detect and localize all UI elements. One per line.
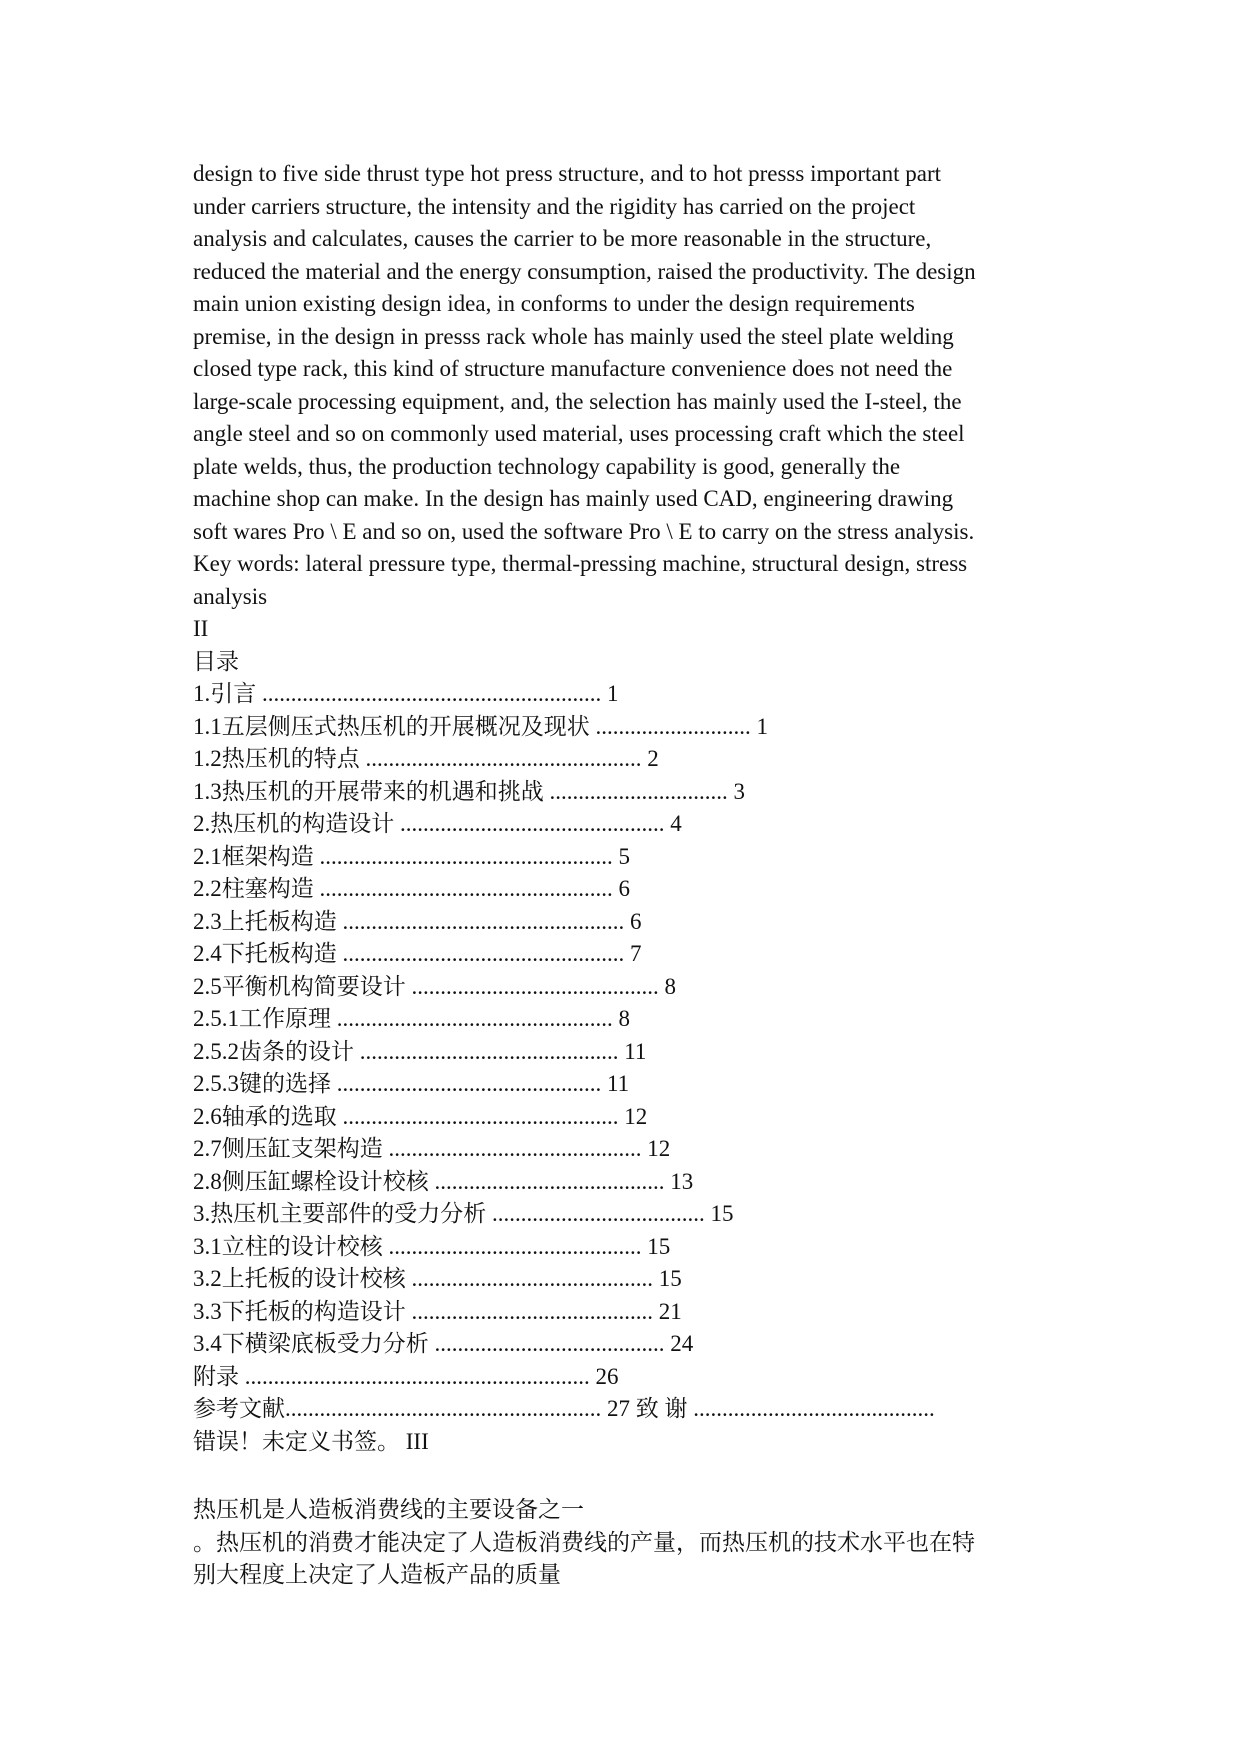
page-content xyxy=(193,158,1063,1592)
toc-entry[interactable]: 3.热压机主要部件的受力分析 ..................................... 15 xyxy=(193,1201,734,1226)
abstract-line: main union existing design idea, in conforms to under the design requirements xyxy=(193,291,915,316)
toc-entry[interactable]: 2.5.1工作原理 ................................................ 8 xyxy=(193,1006,630,1031)
toc-entry[interactable]: 2.6轴承的选取 ................................................ 12 xyxy=(193,1103,648,1129)
body-text xyxy=(193,1494,1063,1592)
section-spacer xyxy=(193,1458,1063,1494)
toc-entry[interactable]: 2.热压机的构造设计 .............................................. 4 xyxy=(193,811,682,836)
abstract-line: plate welds, thus, the production technology capability is good, generally the xyxy=(193,453,901,479)
abstract-line: analysis and calculates, causes the carrier to be more reasonable in the structure, xyxy=(193,226,932,251)
abstract-line: design to five side thrust type hot press structure, and to hot presss important part xyxy=(193,161,942,186)
toc-entry[interactable]: 附录 ............................................................ 26 xyxy=(193,1363,619,1389)
abstract-line: closed type rack, this kind of structure manufacture convenience does not need the xyxy=(193,356,953,381)
toc-entry[interactable]: 1.2热压机的特点 ................................................ 2 xyxy=(193,746,659,771)
abstract xyxy=(193,158,1063,613)
abstract-line: premise, in the design in presss rack whole has mainly used the steel plate welding xyxy=(193,323,954,349)
toc-entry[interactable]: 3.2上托板的设计校核 .......................................... 15 xyxy=(193,1266,682,1291)
body-line: 热压机是人造板消费线的主要设备之一 xyxy=(193,1497,584,1522)
toc-entry[interactable]: 2.4下托板构造 ................................................. 7 xyxy=(193,941,642,966)
abstract-line: under carriers structure, the intensity and the rigidity has carried on the project xyxy=(193,193,916,219)
toc-entry[interactable]: 1.引言 ........................................................... 1 xyxy=(193,681,619,706)
toc-entry[interactable]: 2.7侧压缸支架构造 ............................................ 12 xyxy=(193,1136,671,1161)
abstract-line: large-scale processing equipment, and, the selection has mainly used the I-steel, the xyxy=(193,388,962,414)
table-of-contents xyxy=(193,646,1063,1459)
body-line: 。热压机的消费才能决定了人造板消费线的产量，而热压机的技术水平也在特 xyxy=(193,1529,975,1555)
toc-entry[interactable]: 1.1五层侧压式热压机的开展概况及现状 ........................... 1 xyxy=(193,713,768,739)
toc-entry[interactable]: 2.5平衡机构简要设计 ........................................... 8 xyxy=(193,973,676,999)
toc-entry[interactable]: 2.2柱塞构造 ................................................... 6 xyxy=(193,876,630,901)
toc-entry[interactable]: 2.3上托板构造 ................................................. 6 xyxy=(193,908,642,934)
abstract-line: angle steel and so on commonly used material, uses processing craft which the steel xyxy=(193,421,965,446)
toc-title: 目录 xyxy=(193,648,239,674)
toc-entry[interactable]: 3.4下横梁底板受力分析 ........................................ 24 xyxy=(193,1331,694,1356)
toc-entry[interactable]: 3.1立柱的设计校核 ............................................ 15 xyxy=(193,1233,671,1259)
page-number-marker: II xyxy=(193,616,209,641)
toc-entry[interactable]: 1.3热压机的开展带来的机遇和挑战 ............................... 3 xyxy=(193,778,745,804)
toc-entry[interactable]: 3.3下托板的构造设计 .......................................... 21 xyxy=(193,1298,682,1324)
body-line: 别大程度上决定了人造板产品的质量 xyxy=(193,1562,561,1587)
toc-entry[interactable]: 2.5.2齿条的设计 ............................................. 11 xyxy=(193,1038,647,1064)
keywords-line: Key words: lateral pressure type, thermal-pressing machine, structural design, stress xyxy=(193,551,968,576)
toc-entry[interactable]: 2.5.3键的选择 .............................................. 11 xyxy=(193,1071,630,1096)
keywords-line: analysis xyxy=(193,583,268,609)
toc-entry[interactable]: 2.8侧压缸螺栓设计校核 ........................................ 13 xyxy=(193,1168,694,1194)
toc-entry[interactable]: 错误！未定义书签。 III xyxy=(193,1428,429,1454)
toc-entry[interactable]: 2.1框架构造 ................................................... 5 xyxy=(193,843,630,869)
toc-entry[interactable]: 参考文献....................................................... 27 致 谢 .......................................... xyxy=(193,1396,935,1421)
abstract-line: machine shop can make. In the design has mainly used CAD, engineering drawing xyxy=(193,486,954,511)
abstract-line: reduced the material and the energy consumption, raised the productivity. The design xyxy=(193,258,976,284)
abstract-line: soft wares Pro \ E and so on, used the software Pro \ E to carry on the stress analysis. xyxy=(193,518,975,544)
